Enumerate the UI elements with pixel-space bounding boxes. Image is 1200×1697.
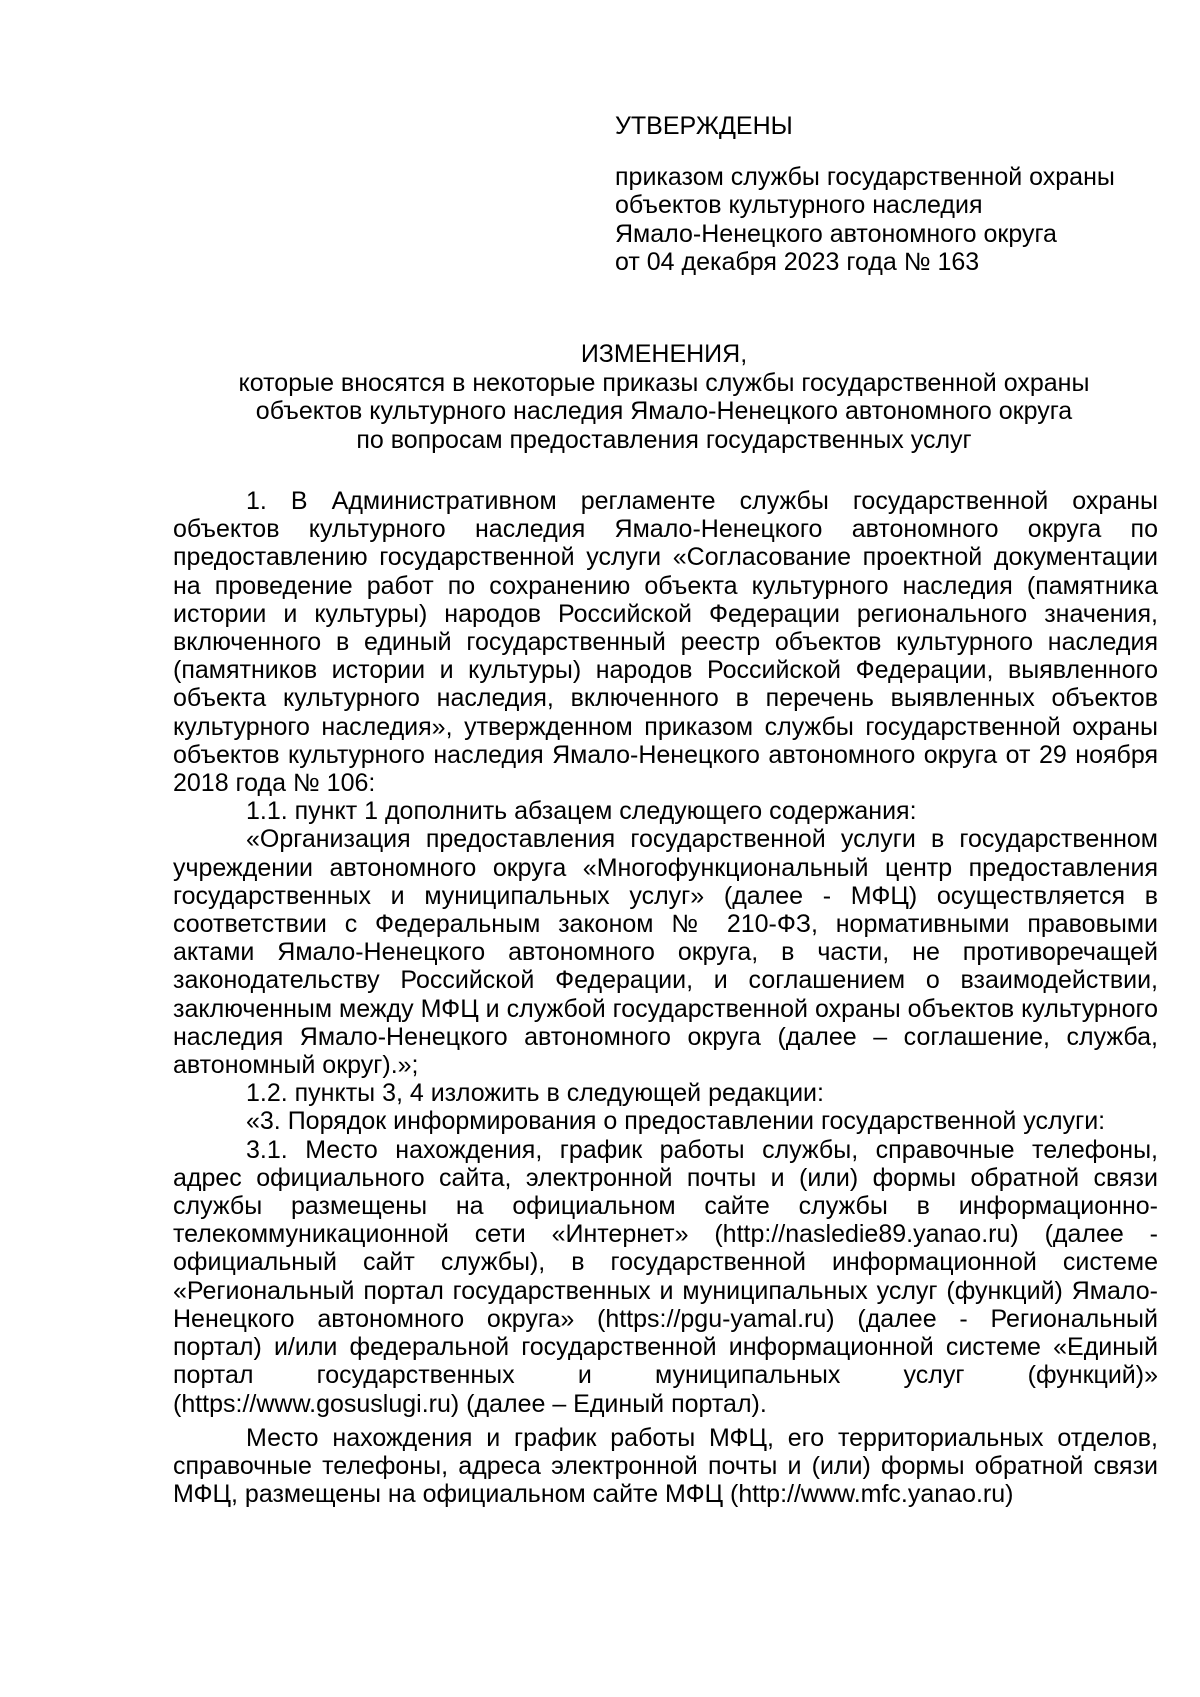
paragraph-quoted-text: «Организация предоставления государственной услуги в государственном учреждении автономного округа «Многофункциональный центр предоставления государственных и муниципальных услуг» (далее - МФЦ) осуществляется в соответствии с Федеральным законом № 210-ФЗ, нормативными правовыми актами Ямало-Ненецкого автономного округа, в части, не противоречащей законодательству Российской Федерации, и соглашением о взаимодействии, заключенным между МФЦ и службой государственной охраны объектов культурного наследия Ямало-Ненецкого автономного округа (далее – соглашение, служба, автономный округ).»; — [173, 825, 1158, 1080]
approval-line: приказом службы государственной охраны — [615, 162, 1115, 191]
paragraph-item-1: 1. В Административном регламенте службы государственной охраны объектов культурного наследия Ямало-Ненецкого автономного округа по предоставлению государственной услуги «Согласование проектной документации на проведение работ по сохранению объекта культурного наследия (памятника истории и культуры) народов Российской Федерации регионального значения, включенного в единый государственный реестр объектов культурного наследия (памятников истории и культуры) народов Российской Федерации, выявленного объекта культурного наследия, включенного в перечень выявленных объектов культурного наследия», утвержденном приказом службы государственной охраны объектов культурного наследия Ямало-Ненецкого автономного округа от 29 ноября 2018 года № 106: — [173, 487, 1158, 798]
paragraph-item-3-1: 3.1. Место нахождения, график работы службы, справочные телефоны, адрес официального сайта, электронной почты и (или) формы обратной связи службы размещены на официальном сайте службы в информационно-телекоммуникационной сети «Интернет» (http://nasledie89.yanao.ru) (далее - официальный сайт службы), в государственной информационной системе «Региональный портал государственных и муниципальных услуг (функций) Ямало-Ненецкого автономного округа» (https://pgu-yamal.ru) (далее - Региональный портал) и/или федеральной государственной информационной системе «Единый портал государственных и муниципальных услуг (функций)» (https://www.gosuslugi.ru) (далее – Единый портал). — [173, 1135, 1158, 1418]
paragraph-item-1-1: 1.1. пункт 1 дополнить абзацем следующего содержания: — [246, 797, 917, 826]
document-subtitle-line: которые вносятся в некоторые приказы службы государственной охраны — [238, 368, 1090, 397]
paragraph-item-1-2: 1.2. пункты 3, 4 изложить в следующей редакции: — [246, 1079, 824, 1108]
document-subtitle-line: объектов культурного наследия Ямало-Ненецкого автономного округа — [255, 397, 1073, 425]
approval-date-line: от 04 декабря 2023 года № 163 — [615, 248, 980, 276]
approval-line: Ямало-Ненецкого автономного округа — [615, 219, 1057, 248]
approval-label: УТВЕРЖДЕНЫ — [615, 112, 793, 140]
paragraph-mfc-info: Место нахождения и график работы МФЦ, его территориальных отделов, справочные телефоны, адреса электронной почты и (или) формы обратной связи МФЦ, размещены на официальном сайте МФЦ (http://www.mfc.yanao.ru) — [173, 1423, 1158, 1509]
document-heading — [170, 340, 1158, 454]
approval-block — [615, 112, 1175, 277]
document-title: ИЗМЕНЕНИЯ, — [580, 340, 748, 368]
paragraph-item-3: «3. Порядок информирования о предоставлении государственной услуги: — [246, 1107, 1106, 1136]
document-body — [173, 487, 1158, 1508]
approval-line: объектов культурного наследия — [615, 191, 983, 219]
document-subtitle-line: по вопросам предоставления государственных услуг — [356, 425, 972, 454]
